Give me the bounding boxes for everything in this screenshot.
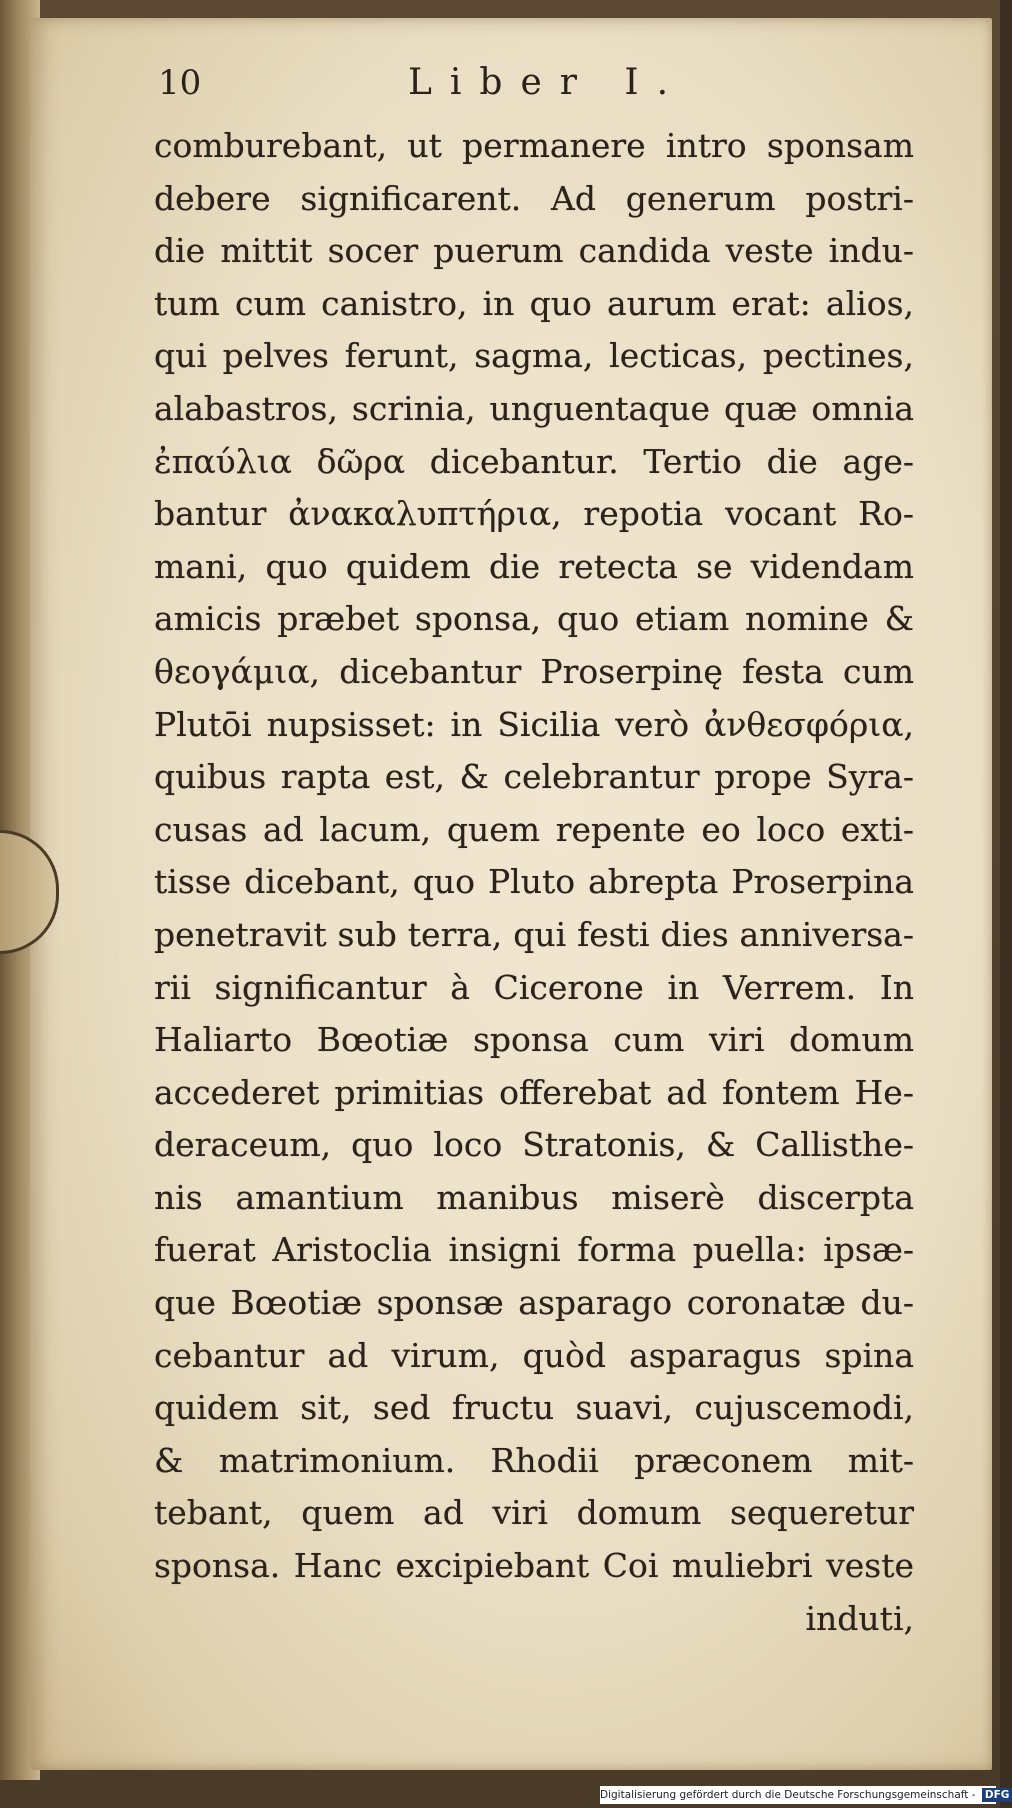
text-line: cebantur ad virum, quòd asparagus spina [154,1335,914,1375]
running-head: Liber I. [408,62,687,103]
text-line: ἐπαύλια δῶρα dicebantur. Tertio die age- [154,441,914,481]
text-line: debere significarent. Ad generum postri- [154,178,914,218]
text-line: quibus rapta est, & celebrantur prope Syra- [154,757,914,797]
text-line: & matrimonium. Rhodii præconem mit- [154,1440,914,1480]
text-line: Plutōi nupsisset: in Sicilia verò ἀνθεσφόρια, [154,704,914,744]
text-line: tisse dicebant, quo Pluto abrepta Proserpina [154,862,914,902]
digitization-footer [600,1786,1010,1804]
text-line: tum cum canistro, in quo aurum erat: alios, [154,283,914,323]
text-line: bantur ἀνακαλυπτήρια, repotia vocant Ro- [154,494,914,534]
text-line: accederet primitias offerebat ad fontem He- [154,1072,914,1112]
dfg-logo: DFG [982,1788,1012,1802]
text-line: sponsa. Hanc excipiebant Coi muliebri veste [154,1546,914,1586]
text-line: mani, quo quidem die retecta se videndam [154,546,914,586]
text-line: comburebant, ut permanere intro sponsam [154,126,914,165]
text-line: tebant, quem ad viri domum sequeretur [154,1493,914,1533]
body-text [154,120,914,1645]
footer-credit: Digitalisierung gefördert durch die Deutsche Forschungsgemeinschaft - [600,1789,976,1801]
text-line: amicis præbet sponsa, quo etiam nomine & [154,599,914,639]
text-line: rii significantur à Cicerone in Verrem. In [154,967,914,1007]
text-line: alabastros, scrinia, unguentaque quæ omnia [154,388,914,428]
text-line: quidem sit, sed fructu suavi, cujuscemodi, [154,1388,914,1428]
text-line: nis amantium manibus miserè discerpta [154,1177,914,1217]
page-number: 10 [158,63,202,103]
text-line: θεογάμια, dicebantur Proserpinę festa cum [154,651,914,691]
text-line: penetravit sub terra, qui festi dies anniversa- [154,914,914,954]
text-line: cusas ad lacum, quem repente eo loco exti- [154,809,914,849]
text-line: que Bœotiæ sponsæ asparago coronatæ du- [154,1283,914,1323]
text-line: qui pelves ferunt, sagma, lecticas, pectines, [154,336,914,376]
text-line: die mittit socer puerum candida veste indu- [154,231,914,271]
text-line: fuerat Aristoclia insigni forma puella: ipsæ- [154,1230,914,1270]
page-header [158,58,918,108]
catchword: induti, [805,1598,914,1638]
text-line: Haliarto Bœotiæ sponsa cum viri domum [154,1020,914,1060]
text-line: deraceum, quo loco Stratonis, & Callisthe- [154,1125,914,1165]
